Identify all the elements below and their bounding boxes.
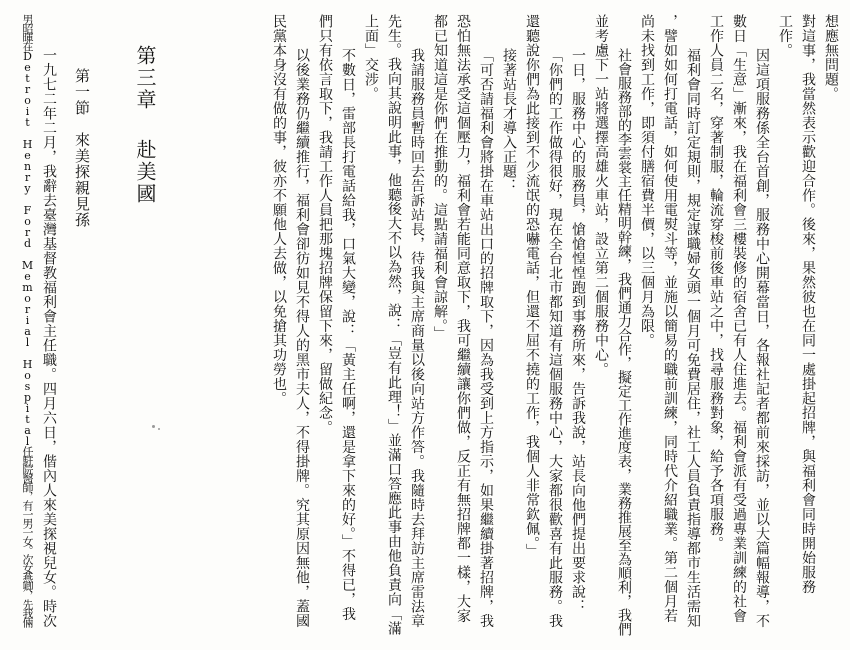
text-column-18: 都已知道這是你們在推動的。這點請福利會諒解。」 <box>432 14 448 341</box>
text-column-19: 我請服務員暫時回去告訴站長，待我與主席商量以後向站方作答。我隨時去拜訪主席雷法章 <box>409 48 425 628</box>
text-column-27: 男昭暉在Detroit Henry Ford Memorial Hospital任駐院醫師，有一男一女。次女燕卿，先我倆 <box>21 14 34 626</box>
text-column-2: 對這事，我當然表示歡迎合作。後來，果然彼也在同一處掛起招牌，與福利會同時開始服務 <box>800 14 816 594</box>
text-column-25: 民黨本身沒有做的事，彼亦不願他人去做，以免搶其功勞也。 <box>271 14 287 406</box>
text-column-7: 福利會同時訂定規則，規定謀職婦女頭一個月可免費居住，社工人員負責指導都市生活需知 <box>685 48 701 628</box>
text-column-15: 接著站長才導入正題： <box>501 48 517 193</box>
scan-speck <box>152 425 155 428</box>
text-column-20: 先生。我向其說明此事，他聽後大不以為然，說：「豈有此理！」並滿口答應此事由他負責向「滿 <box>386 14 402 636</box>
text-column-6: 工作人員二名，穿著制服，輪流穿梭前後車站之中，找尋服務對象，給予各項服務。 <box>708 14 724 551</box>
text-column-23: 們只有依言取下，我請工作人員把那塊招牌保留下來，留做紀念。 <box>317 14 333 435</box>
text-column-1: 想應無問題。 <box>823 14 839 101</box>
scan-speck <box>158 428 160 430</box>
section-heading <box>72 68 93 228</box>
text-column-16: 「可否請福利會將掛在車站出口的招牌取下，因為我受到上方指示，如果繼續掛著招牌，我 <box>478 48 494 628</box>
text-column-9: 尚未找到工作，即須付膳宿費半價，以三個月為限。 <box>639 14 655 348</box>
text-column-21: 上面」交涉。 <box>363 14 379 101</box>
text-column-13: 「你們的工作做得很好，現在全台北市都知道有這個服務中心，大家都很歡喜有此服務。我 <box>547 48 563 628</box>
text-column-10: 社會服務部的李雲裳主任精明幹練，我們通力合作，擬定工作進度表，業務推展至為順利，我們 <box>616 48 632 636</box>
chapter-heading <box>131 45 160 205</box>
text-column-4: 因這項服務係全台首創，服務中心開幕當日，各報社記者都前來採訪，並以大篇幅報導，不 <box>754 48 770 628</box>
text-column-26: 一九七二年二月，我辭去臺灣基督教福利會主任職。四月六日，偕內人來美探視兒女。時次 <box>41 48 57 628</box>
text-column-8: ，譬如如何打電話，如何使用電熨斗等，並施以簡易的職前訓練，同時代介紹職業。第二個月若 <box>662 14 678 623</box>
text-column-14: 還聽說你們為此接到不少流氓的恐嚇電話，但還不屈不撓的工作，我個人非常欽佩。」 <box>524 14 540 558</box>
text-column-22: 不數日，雷部長打電話給我，口氣大變，說：「黃主任啊，還是拿下來的好。」不得已，我 <box>340 48 356 621</box>
chapter-title: 赴美國 <box>133 139 157 205</box>
text-column-24: 以後業務仍繼續推行，福利會卻彷如見不得人的黑市夫人，不得掛牌。究其原因無他，蓋國 <box>294 48 310 628</box>
text-column-5: 數日「生意」漸來，我在福利會三樓裝修的宿舍已有人住進去。福利會派有受過專業訓練的社會 <box>731 14 747 623</box>
text-column-17: 恐怕無法承受這個壓力，福利會若能同意取下，我可繼續讓你們做，反正有無招牌都一樣，大家 <box>455 14 471 623</box>
text-column-11: 並考慮下一站將選擇高雄火車站，設立第二個服務中心。 <box>593 14 609 377</box>
section-title: 來美探親見孫 <box>73 132 91 228</box>
text-column-3: 工作。 <box>777 14 793 58</box>
chapter-number: 第三章 <box>133 45 157 111</box>
text-column-12: 一日，服務中心的服務員，愴愴惶惶跑到事務所來，告訴我說，站長向他們提出要求說： <box>570 48 586 614</box>
section-number: 第一節 <box>73 68 91 116</box>
